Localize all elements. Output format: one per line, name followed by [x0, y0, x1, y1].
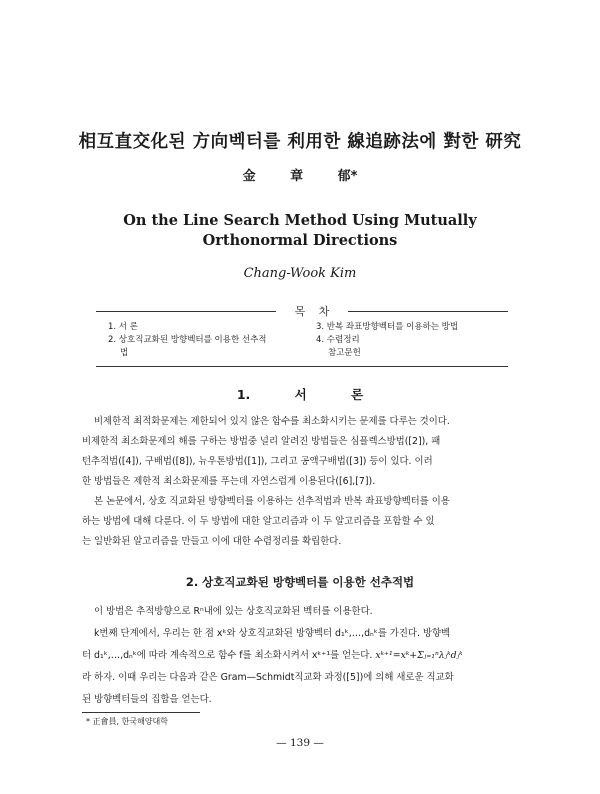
section1-p2-line2: 하는 방법에 대해 다룬다. 이 두 방법에 대한 알고리즘과 이 두 알고리즘을 포함할 수 있: [82, 516, 435, 527]
toc-top-rule-left: [96, 311, 276, 312]
section2-line5: 된 방향벡터들의 집합을 얻는다.: [82, 694, 212, 705]
section2-line1: 이 방법은 추적방향으로 Rⁿ내에 있는 상호직교화된 벡터를 이용한다.: [94, 606, 373, 617]
paper-title-english-line1: On the Line Search Method Using Mutually: [123, 212, 477, 229]
section2-line2: k번째 단계에서, 우리는 한 점 xᵏ와 상호직교화된 방향벡터 d₁ᵏ,…,dₙᵏ를 가진다. 방향벡: [94, 628, 451, 639]
footnote-rule: [82, 712, 200, 713]
paper-title-korean: 相互直交化된 方向벡터를 利用한 線追跡法에 對한 研究: [78, 132, 522, 152]
toc-item-1: 1. 서 론: [108, 322, 138, 332]
section2-formula: xᵏ⁺¹=xᵏ+Σⱼ₌₁ⁿλⱼᵏdⱼᵏ: [375, 650, 463, 661]
toc-item-3: 3. 반복 좌표방향벡터를 이용하는 방법: [316, 322, 459, 332]
page-number: — 139 —: [276, 737, 324, 749]
toc-item-2: 2. 상호직교화된 방향벡터를 이용한 선추적: [108, 335, 267, 345]
paper-title-english-line2: Orthonormal Directions: [202, 232, 398, 249]
section1-p1-line1: 비제한적 최적화문제는 제한되어 있지 않은 함수를 최소화시키는 문제를 다루는 것이다.: [94, 416, 450, 427]
section1-p1-line3: 턴추적법([4]), 구배법([8]), 뉴우톤방법([1]), 그리고 공액구배법([3]) 등이 있다. 이러: [82, 456, 433, 467]
section2-heading: 2. 상호직교화된 방향벡터를 이용한 선추적법: [185, 575, 415, 589]
section1-p2-line3: 는 일반화된 알고리즘을 만들고 이에 대한 수렴정리를 확립한다.: [82, 536, 342, 547]
toc-label: 목 차: [294, 305, 330, 318]
toc-bottom-rule: [96, 366, 508, 367]
section1-heading: 1. 서 론: [236, 387, 364, 402]
footnote: * 正會員, 한국해양대학: [86, 717, 168, 726]
section1-p1-line2: 비제한적 최소화문제의 해를 구하는 방법중 널리 알려진 방법들은 심플렉스방법([2]), 패: [82, 436, 441, 447]
section2-line3: [82, 646, 522, 666]
author-korean: 金 章 郁*: [242, 169, 358, 184]
toc-item-references: 참고문헌: [328, 348, 361, 358]
author-english: Chang-Wook Kim: [243, 266, 357, 281]
toc-item-2-cont: 법: [120, 348, 129, 358]
section2-line3-text: 터 d₁ᵏ,…,dₙᵏ에 따라 계속적으로 함수 f를 최소화시켜서 xᵏ⁺¹를 얻는다.: [82, 650, 373, 661]
section2-line4: 라 하자. 이때 우리는 다음과 같은 Gram—Schmidt직교화 과정([5])에 의해 새로운 직교화: [82, 672, 454, 683]
toc-item-4: 4. 수렴정리: [316, 335, 360, 345]
toc-top-rule-right: [348, 311, 508, 312]
section1-p2-line1: 본 논문에서, 상호 직교화된 방향벡터를 이용하는 선추적법과 반복 좌표방향벡터를 이용: [94, 496, 450, 507]
section1-p1-line4: 한 방법들은 제한적 최소화문제를 푸는데 자연스럽게 이용된다([6],[7]).: [82, 476, 376, 487]
